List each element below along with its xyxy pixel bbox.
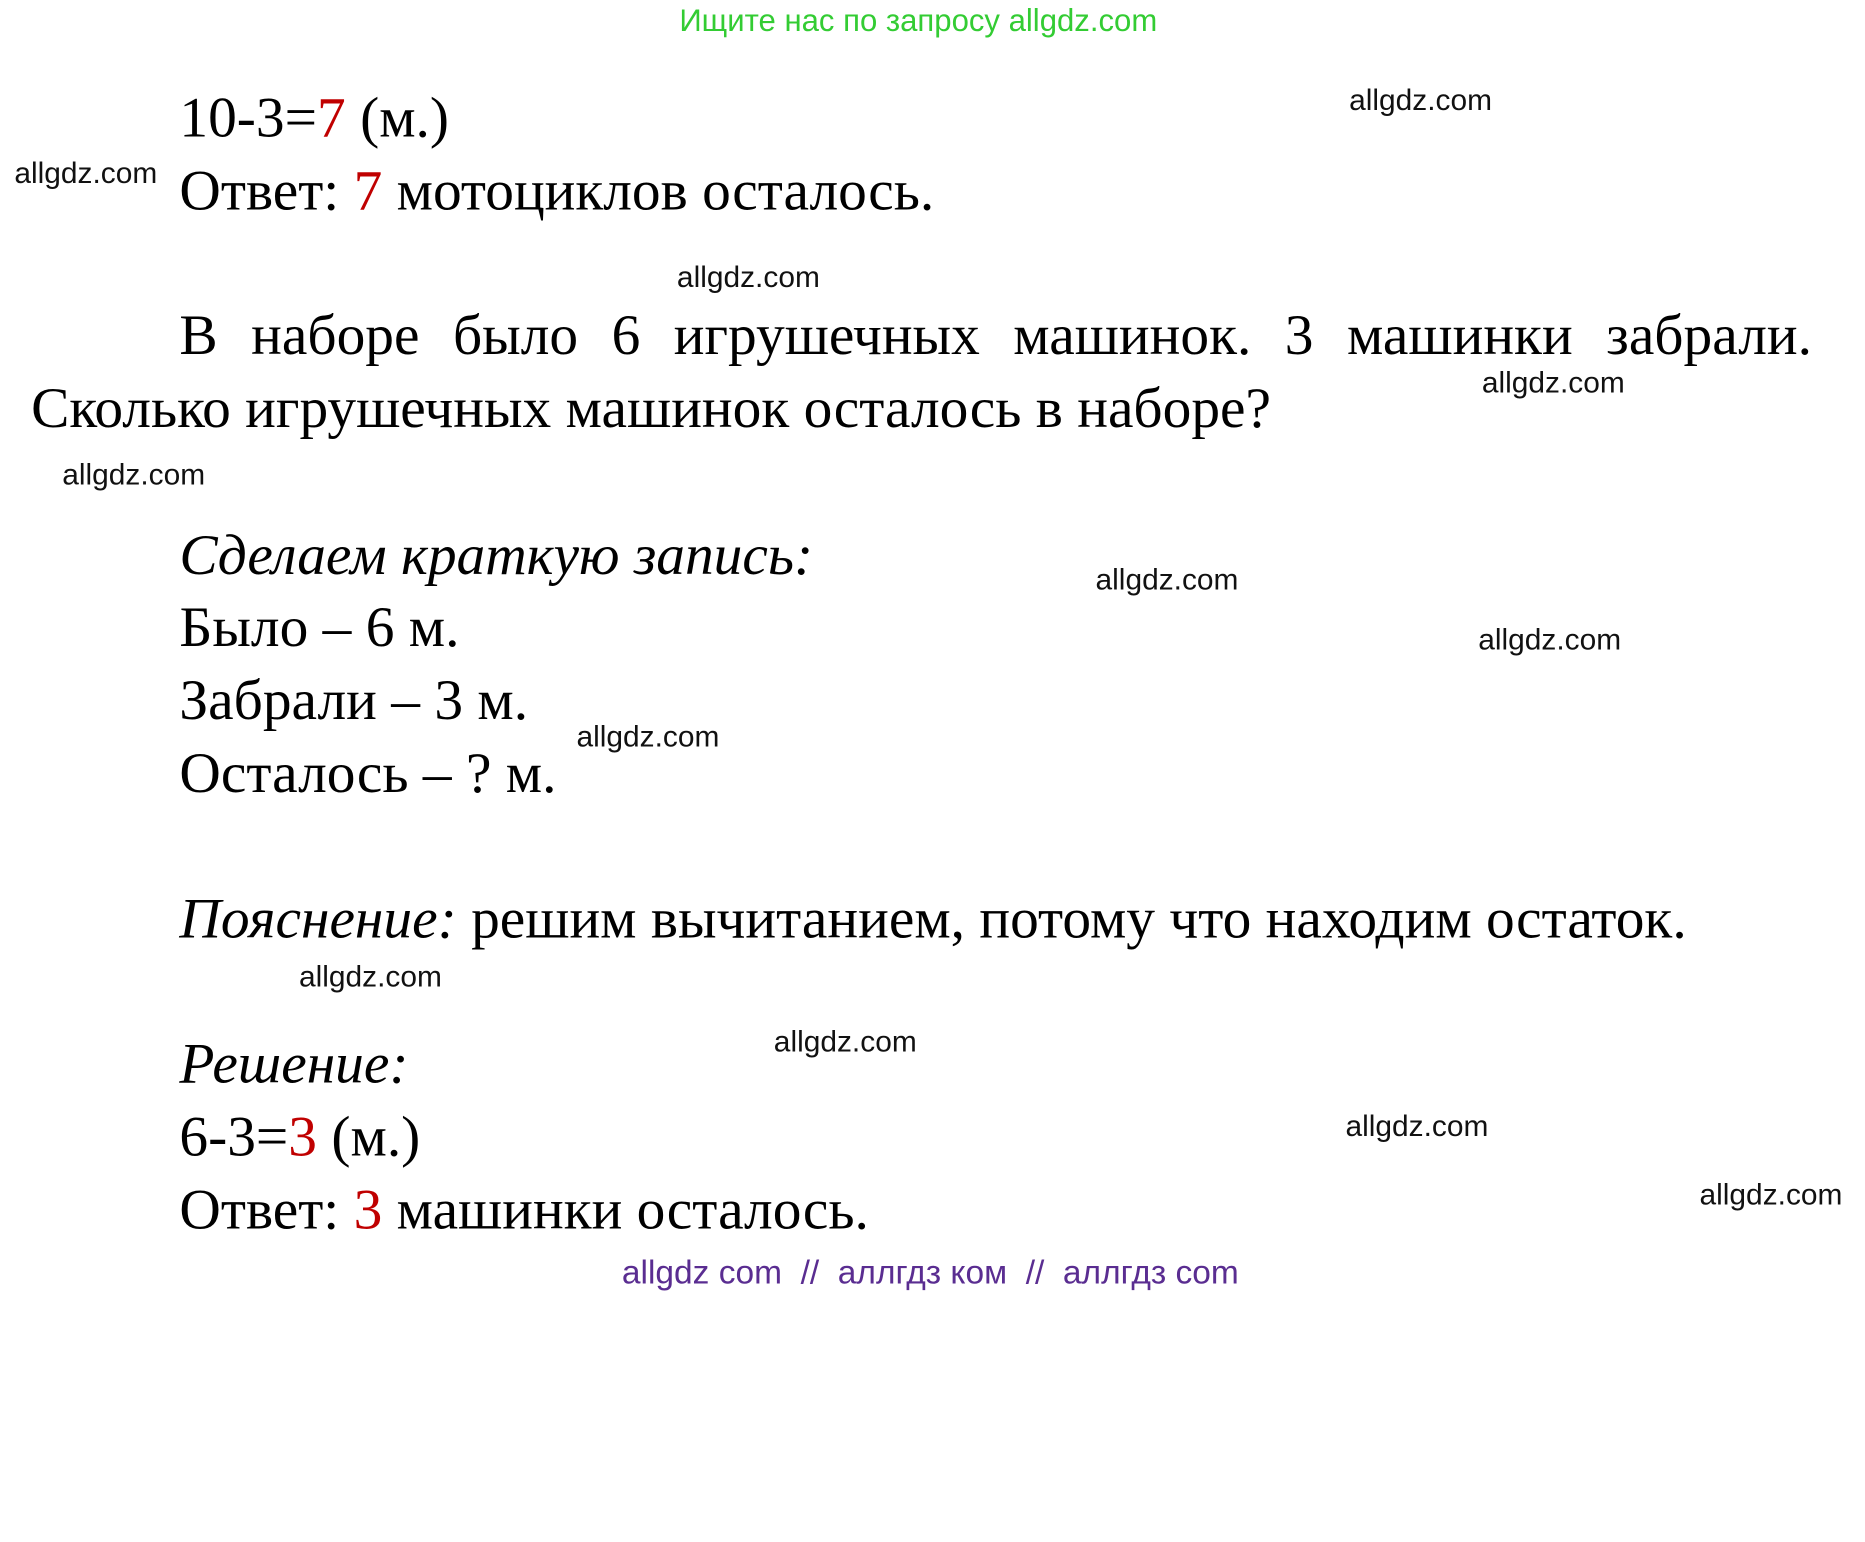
previous-answer-prefix: Ответ:	[179, 159, 354, 223]
watermark: allgdz.com	[676, 260, 820, 295]
short-note-heading: Сделаем краткую запись:	[179, 523, 814, 588]
explanation	[179, 887, 1687, 951]
watermark: allgdz.com	[14, 156, 158, 191]
bottom-banner: allgdz com // аллгдз ком // аллгдз com	[621, 1253, 1239, 1291]
solution-answer-prefix: Ответ:	[179, 1178, 354, 1242]
previous-equation	[179, 86, 449, 150]
solution-heading: Решение:	[179, 1032, 409, 1096]
short-note-left: Осталось – ? м.	[179, 741, 557, 805]
short-note-was: Было – 6 м.	[179, 595, 460, 659]
watermark: allgdz.com	[1095, 563, 1239, 597]
solution-equation-suffix: (м.)	[317, 1105, 421, 1169]
watermark: allgdz.com	[1345, 1109, 1489, 1144]
solution-answer-suffix: машинки осталось.	[382, 1178, 869, 1242]
watermark: allgdz.com	[299, 960, 442, 994]
solution-equation-prefix: 6-3=	[179, 1105, 289, 1169]
explanation-text: решим вычитанием, потому что находим остаток.	[456, 887, 1687, 951]
watermark: allgdz.com	[1478, 623, 1622, 657]
solution-answer	[179, 1178, 869, 1242]
previous-equation-suffix: (м.)	[345, 86, 449, 150]
problem-line-1: В наборе было 6 игрушечных машинок. 3 машинки забрали.	[179, 303, 1812, 368]
previous-answer-suffix: мотоциклов осталось.	[382, 159, 935, 223]
watermark: allgdz.com	[62, 458, 206, 492]
watermark: allgdz.com	[576, 719, 720, 754]
solution-equation	[179, 1105, 421, 1169]
explanation-label: Пояснение:	[179, 887, 457, 951]
watermark: allgdz.com	[1349, 83, 1493, 118]
watermark: allgdz.com	[1481, 365, 1625, 400]
problem-line-2: Сколько игрушечных машинок осталось в наборе?	[31, 376, 1272, 441]
previous-equation-prefix: 10-3=	[179, 86, 318, 150]
solution-answer-value: 3	[353, 1178, 383, 1242]
previous-answer	[179, 159, 935, 223]
top-banner: Ищите нас по запросу allgdz.com	[679, 2, 1158, 39]
watermark: allgdz.com	[773, 1024, 917, 1059]
previous-equation-result: 7	[317, 86, 346, 150]
solution-equation-result: 3	[288, 1105, 318, 1169]
short-note-taken: Забрали – 3 м.	[179, 668, 529, 732]
watermark: allgdz.com	[1699, 1178, 1843, 1212]
previous-answer-value: 7	[353, 159, 383, 223]
